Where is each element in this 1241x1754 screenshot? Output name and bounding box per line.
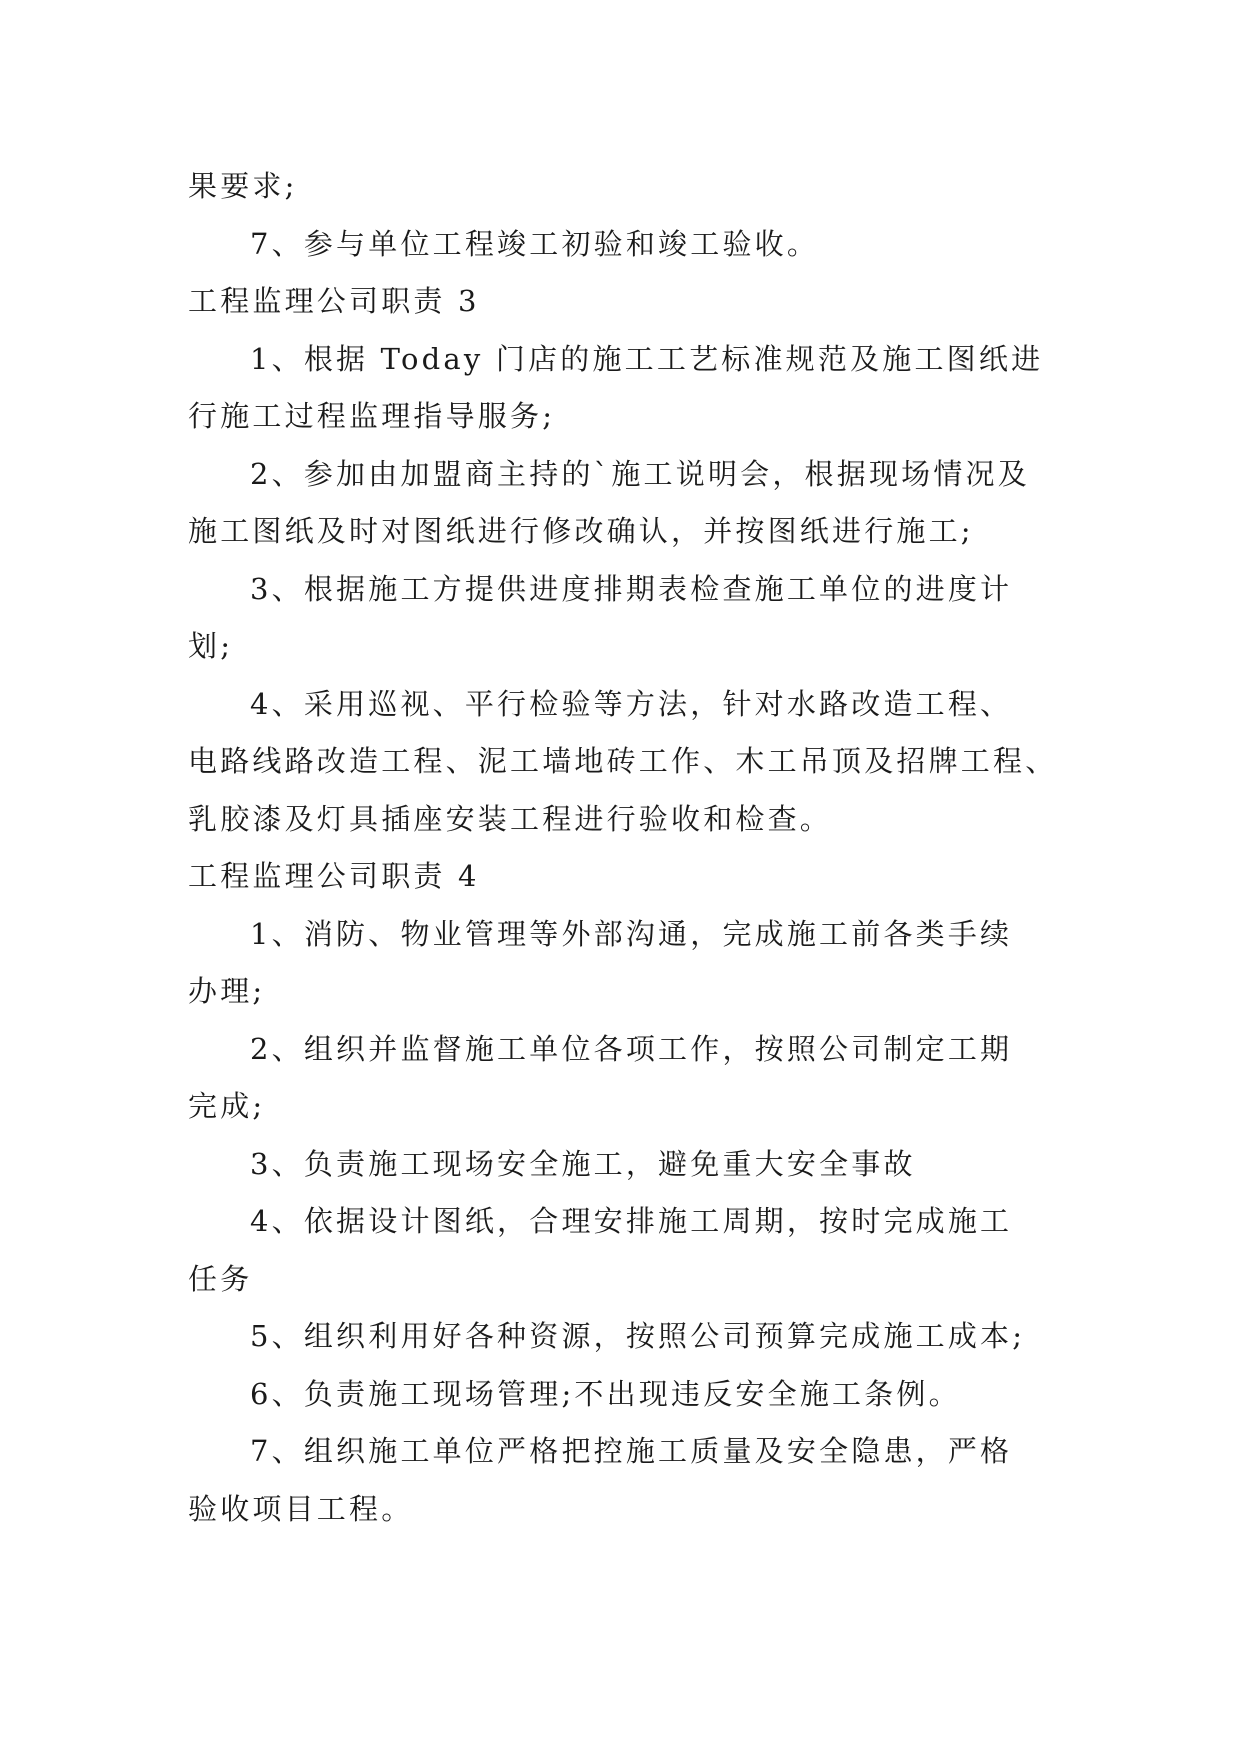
text-line: 任务 [188,1261,253,1296]
text-line: 6、负责施工现场管理;不出现违反安全施工条例。 [250,1376,961,1411]
text-line: 划; [188,629,234,663]
text-line: 3、根据施工方提供进度排期表检查施工单位的进度计 [250,571,1013,606]
text-line: 2、参加由加盟商主持的`施工说明会，根据现场情况及 [250,456,1030,491]
text-line: 7、参与单位工程竣工初验和竣工验收。 [250,226,820,261]
text-line: 4、依据设计图纸，合理安排施工周期，按时完成施工 [250,1204,1013,1238]
text-line: 2、组织并监督施工单位各项工作，按照公司制定工期 [250,1031,1013,1066]
text-line: 4、采用巡视、平行检验等方法，针对水路改造工程、 [250,686,1013,721]
text-line: 7、组织施工单位严格把控施工质量及安全隐患，严格 [250,1434,1013,1468]
text-line: 果要求; [188,169,298,203]
text-line: 1、消防、物业管理等外部沟通，完成施工前各类手续 [250,916,1013,951]
text-line: 电路线路改造工程、泥工墙地砖工作、木工吊顶及招牌工程、 [188,744,1058,778]
text-line: 乳胶漆及灯具插座安装工程进行验收和检查。 [188,801,833,836]
section-heading: 工程监理公司职责 4 [188,859,480,893]
text-line: 施工图纸及时对图纸进行修改确认，并按图纸进行施工; [188,514,974,548]
text-line: 1、根据 Today 门店的施工工艺标准规范及施工图纸进 [250,341,1044,376]
section-heading: 工程监理公司职责 3 [188,284,480,318]
document-body [188,158,1058,1538]
text-line: 办理; [188,974,266,1008]
text-line: 验收项目工程。 [188,1491,414,1526]
text-line: 行施工过程监理指导服务; [188,399,556,433]
text-line: 完成; [188,1089,266,1123]
text-line: 5、组织利用好各种资源，按照公司预算完成施工成本; [250,1319,1026,1353]
text-line: 3、负责施工现场安全施工，避免重大安全事故 [250,1146,916,1181]
